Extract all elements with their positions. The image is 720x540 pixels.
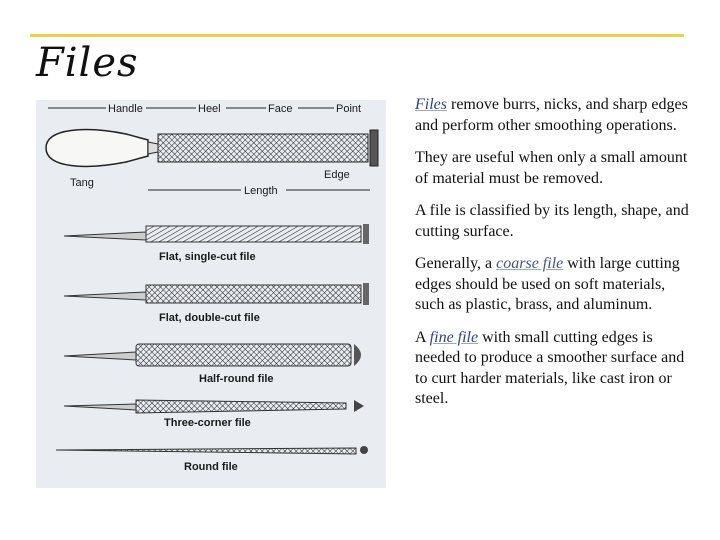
title-rule bbox=[30, 34, 684, 37]
paragraph-5-text: with small cutting edges is needed to produce a smoother surface and to curt harder materials, like cast iron or steel. bbox=[415, 328, 685, 407]
label-point: Point bbox=[336, 103, 362, 115]
paragraph-5 bbox=[415, 328, 690, 410]
paragraph-1 bbox=[415, 95, 690, 136]
flat-single-cut-file bbox=[64, 224, 369, 263]
label-length: Length bbox=[244, 185, 278, 197]
term-fine-file: fine file bbox=[429, 328, 479, 346]
file-diagram bbox=[36, 100, 386, 488]
three-corner-file bbox=[64, 400, 364, 429]
paragraph-2: They are useful when only a small amount of material must be removed. bbox=[415, 149, 688, 187]
term-files: Files bbox=[415, 96, 447, 113]
paragraph-4-text: with large cutting edges should be used on soft materials, such as plastic, brass, and aluminum. bbox=[415, 255, 680, 313]
caption-flat-double: Flat, double-cut file bbox=[159, 312, 260, 324]
round-file bbox=[56, 446, 368, 473]
caption-half-round: Half-round file bbox=[199, 373, 274, 385]
label-handle: Handle bbox=[108, 103, 143, 115]
paragraph-5-lead: A bbox=[415, 328, 430, 346]
slide-title: Files bbox=[36, 40, 139, 86]
label-face: Face bbox=[268, 103, 293, 115]
caption-round: Round file bbox=[184, 461, 238, 473]
paragraph-1-text: remove burrs, nicks, and sharp edges and perform other smoothing operations. bbox=[415, 96, 688, 134]
label-edge: Edge bbox=[324, 169, 350, 181]
caption-flat-single: Flat, single-cut file bbox=[159, 251, 256, 263]
paragraph-3: A file is classified by its length, shape, and cutting surface. bbox=[415, 202, 689, 240]
caption-three-corner: Three-corner file bbox=[164, 417, 251, 429]
paragraph-4-lead: Generally, a bbox=[415, 255, 497, 272]
flat-double-cut-file bbox=[64, 283, 369, 324]
label-heel: Heel bbox=[198, 103, 221, 115]
paragraph-4 bbox=[415, 254, 690, 316]
term-coarse-file: coarse file bbox=[496, 255, 564, 272]
file-types-illustration bbox=[36, 100, 386, 488]
anatomy-file bbox=[46, 130, 378, 167]
body-text bbox=[415, 95, 690, 422]
half-round-file bbox=[64, 344, 361, 385]
label-tang: Tang bbox=[70, 177, 94, 189]
